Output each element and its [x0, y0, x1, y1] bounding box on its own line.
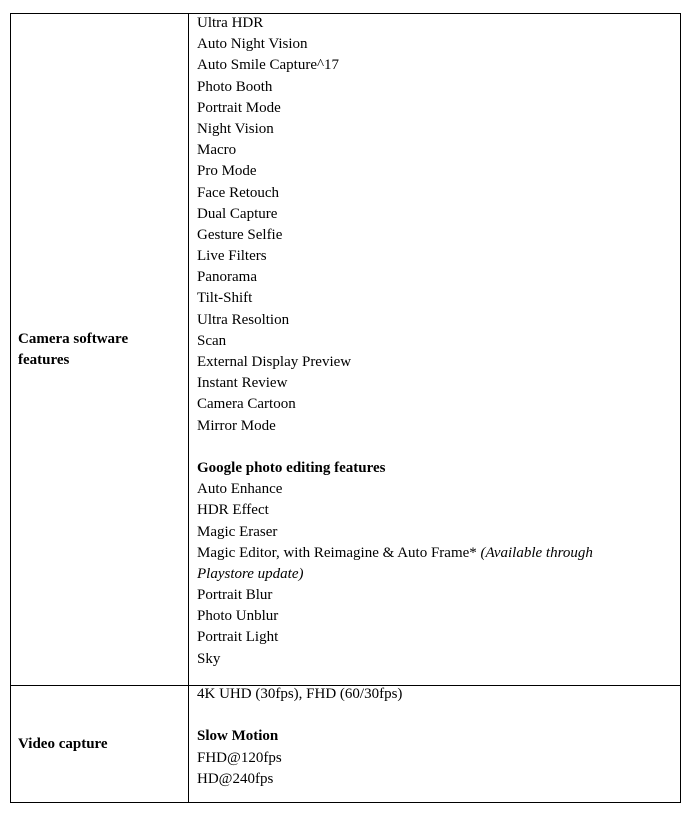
video-capture-list — [197, 684, 680, 790]
section-heading-slow-motion: Slow Motion — [197, 728, 279, 745]
availability-note: (Available through Playstore update) — [197, 544, 593, 582]
list-item: Ultra HDR — [197, 15, 264, 31]
list-item: Mirror Mode — [197, 417, 276, 434]
spacer — [197, 437, 680, 458]
row-label-video-capture — [11, 686, 189, 803]
list-item: Dual Capture — [197, 205, 278, 222]
list-item: External Display Preview — [197, 354, 352, 370]
list-item: Face Retouch — [197, 184, 280, 201]
list-item-magic-editor — [197, 543, 637, 585]
list-item: FHD@120fps — [197, 749, 282, 766]
list-item: Ultra Resoltion — [197, 311, 290, 328]
row-label-line: Camera software — [18, 330, 129, 347]
list-item: Camera Cartoon — [197, 396, 296, 413]
row-label-line: features — [18, 351, 70, 368]
list-item: Pro Mode — [197, 163, 257, 180]
row-value-camera-software — [189, 14, 681, 686]
list-item: Portrait Light — [197, 629, 279, 646]
row-value-video-capture — [189, 686, 681, 803]
list-item: HDR Effect — [197, 502, 269, 519]
camera-feature-list — [197, 13, 680, 670]
table-row-video-capture — [11, 686, 681, 803]
list-item: Photo Unblur — [197, 608, 279, 625]
list-item: Portrait Blur — [197, 587, 273, 604]
list-item: Macro — [197, 142, 237, 159]
spec-table — [10, 13, 681, 803]
list-item: Magic Eraser — [197, 523, 278, 540]
section-heading-google-editing: Google photo editing features — [197, 459, 386, 476]
list-item: Auto Smile Capture^17 — [197, 57, 340, 74]
list-item: Panorama — [197, 269, 257, 286]
row-label-camera-software — [11, 14, 189, 686]
list-item: Gesture Selfie — [197, 226, 283, 243]
list-item: Tilt-Shift — [197, 290, 253, 307]
spacer — [197, 705, 680, 726]
list-item: HD@240fps — [197, 770, 274, 787]
list-item: Auto Night Vision — [197, 36, 308, 53]
list-item: Live Filters — [197, 248, 267, 265]
list-item: Portrait Mode — [197, 99, 281, 116]
table-row-camera-software — [11, 14, 681, 686]
list-item: Auto Enhance — [197, 481, 283, 498]
row-label-line: Video capture — [18, 735, 108, 752]
magic-editor-text: Magic Editor, with Reimagine & Auto Frame* — [197, 544, 481, 561]
list-item: Night Vision — [197, 120, 274, 137]
list-item: Scan — [197, 332, 227, 349]
list-item: Instant Review — [197, 375, 288, 392]
video-resolution: 4K UHD (30fps), FHD (60/30fps) — [197, 686, 403, 702]
list-item: Sky — [197, 650, 221, 667]
list-item: Photo Booth — [197, 78, 273, 95]
